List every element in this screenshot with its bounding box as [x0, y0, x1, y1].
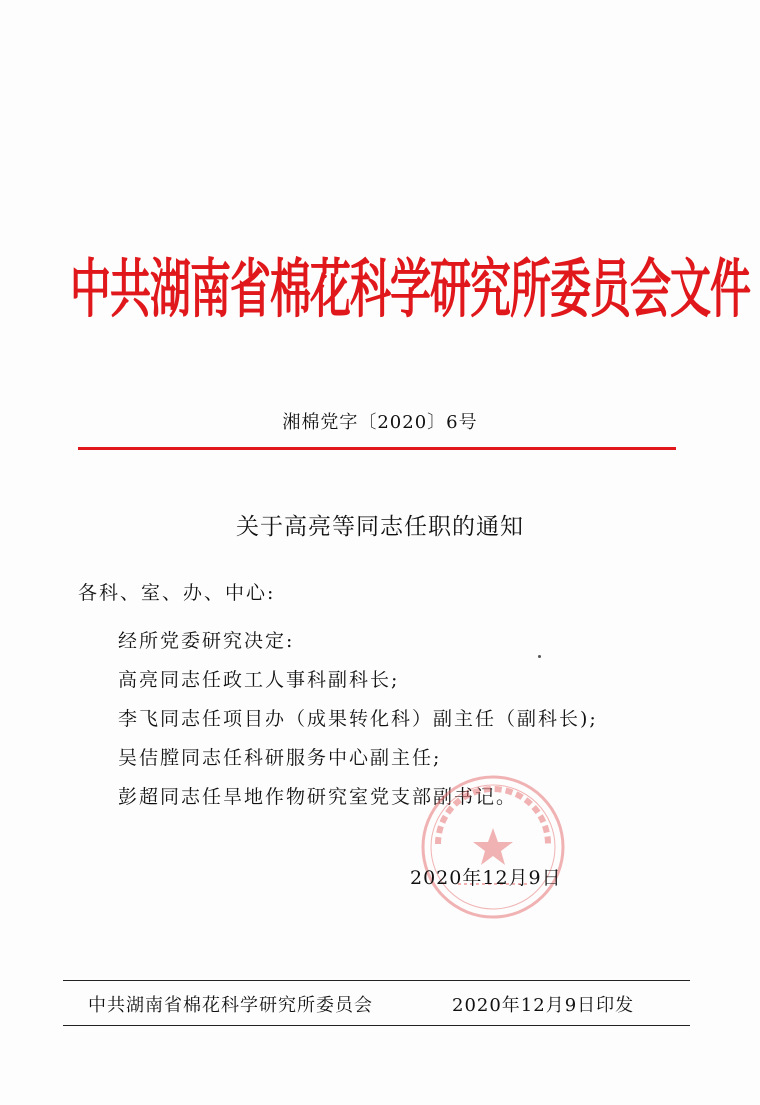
body-line-decision: 经所党委研究决定:: [118, 630, 295, 652]
footer-print-date: 2020年12月9日印发: [452, 995, 635, 1016]
body-line-appointment-2: 李飞同志任项目办（成果转化科）副主任（副科长);: [118, 708, 598, 730]
body-line-appointment-3: 吴佶膛同志任科研服务中心副主任;: [118, 747, 442, 769]
red-divider-line: [78, 447, 676, 450]
notice-title: 关于高亮等同志任职的通知: [236, 514, 524, 540]
document-number: 湘棉党字〔2020〕6号: [282, 412, 478, 433]
scan-speck: [538, 655, 541, 658]
footer-top-rule: [63, 980, 690, 981]
footer-bottom-rule: [63, 1025, 690, 1026]
addressee: 各科、室、办、中心:: [78, 582, 276, 604]
footer-issuer: 中共湖南省棉花科学研究所委员会: [88, 995, 373, 1016]
body-line-appointment-4: 彭超同志任旱地作物研究室党支部副书记。: [118, 786, 518, 808]
official-seal-icon: [418, 772, 568, 922]
body-line-appointment-1: 高亮同志任政工人事科副科长;: [118, 669, 400, 691]
masthead-title: 中共湖南省棉花科学研究所委员会文件: [70, 251, 750, 327]
notice-date: 2020年12月9日: [410, 867, 562, 889]
